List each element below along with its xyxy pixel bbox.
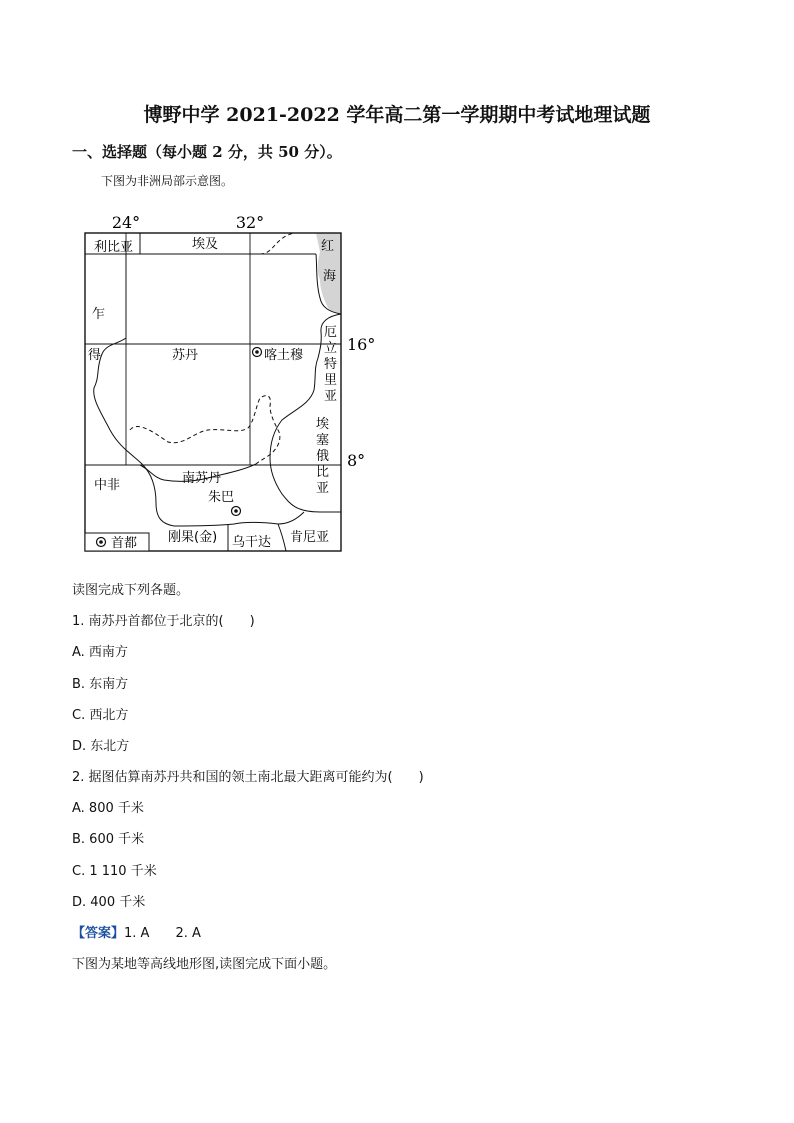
label-egypt: 埃及 xyxy=(192,237,219,252)
label-ethiopia-3: 俄 xyxy=(316,449,330,464)
label-ethiopia-1: 埃 xyxy=(316,417,330,432)
label-sudan: 苏丹 xyxy=(172,348,199,363)
label-uganda: 乌干达 xyxy=(232,535,272,550)
label-eritrea-3: 特 xyxy=(324,357,338,372)
lat-label-8: 8° xyxy=(347,451,366,470)
answer-tag: 【答案】 xyxy=(72,926,125,941)
label-red-sea-1: 红 xyxy=(321,239,335,254)
question-2-option-c[interactable]: C. 1 110 千米 xyxy=(72,864,157,879)
label-ethiopia-2: 塞 xyxy=(316,433,330,448)
label-eritrea-2: 立 xyxy=(324,341,338,356)
question-2-option-b[interactable]: B. 600 千米 xyxy=(72,832,145,847)
halaib-dashed-border xyxy=(260,233,294,254)
question-1-option-a[interactable]: A. 西南方 xyxy=(72,645,128,660)
page-title: 博野中学 2021-2022 学年高二第一学期期中考试地理试题 xyxy=(143,104,651,126)
label-central-africa: 中非 xyxy=(94,478,121,493)
lon-label-24: 24° xyxy=(111,213,141,232)
label-libya: 利比亚 xyxy=(94,240,134,255)
label-eritrea-4: 里 xyxy=(324,373,338,388)
uganda-kenya-border xyxy=(278,524,286,551)
label-south-sudan: 南苏丹 xyxy=(182,471,222,486)
answer-text: 1. A 2. A xyxy=(124,926,201,941)
question-1-stem: 1. 南苏丹首都位于北京的( ) xyxy=(72,614,255,629)
label-eritrea-1: 厄 xyxy=(324,325,338,340)
africa-map xyxy=(84,208,384,558)
label-ethiopia-4: 比 xyxy=(316,465,330,480)
section-heading: 一、选择题（每小题 2 分，共 50 分）。 xyxy=(72,143,342,161)
label-chad-2: 得 xyxy=(88,348,102,363)
question-2-option-a[interactable]: A. 800 千米 xyxy=(72,801,144,816)
map-intro: 下图为非洲局部示意图。 xyxy=(101,174,234,188)
label-drc: 刚果(金) xyxy=(168,530,218,545)
question-1-option-b[interactable]: B. 东南方 xyxy=(72,677,129,692)
label-ethiopia-5: 亚 xyxy=(316,481,330,496)
label-khartoum: 喀土穆 xyxy=(264,348,304,363)
label-eritrea-5: 亚 xyxy=(324,389,338,404)
question-2-stem: 2. 据图估算南苏丹共和国的领土南北最大距离可能约为( ) xyxy=(72,770,424,785)
instruction: 读图完成下列各题。 xyxy=(72,583,190,598)
lon-label-32: 32° xyxy=(235,213,265,232)
sudan-south-sudan-dashed-border xyxy=(130,396,280,464)
question-1-option-d[interactable]: D. 东北方 xyxy=(72,739,130,754)
question-1-option-c[interactable]: C. 西北方 xyxy=(72,708,129,723)
label-red-sea-2: 海 xyxy=(323,269,337,284)
question-2-option-d[interactable]: D. 400 千米 xyxy=(72,895,146,910)
next-question-intro: 下图为某地等高线地形图,读图完成下面小题。 xyxy=(72,957,337,972)
lat-label-16: 16° xyxy=(347,335,376,354)
label-chad-1: 乍 xyxy=(92,307,106,322)
answer-line xyxy=(72,922,201,941)
label-kenya: 肯尼亚 xyxy=(290,530,330,545)
label-juba: 朱巴 xyxy=(208,490,235,505)
legend-label: 首都 xyxy=(111,536,138,551)
